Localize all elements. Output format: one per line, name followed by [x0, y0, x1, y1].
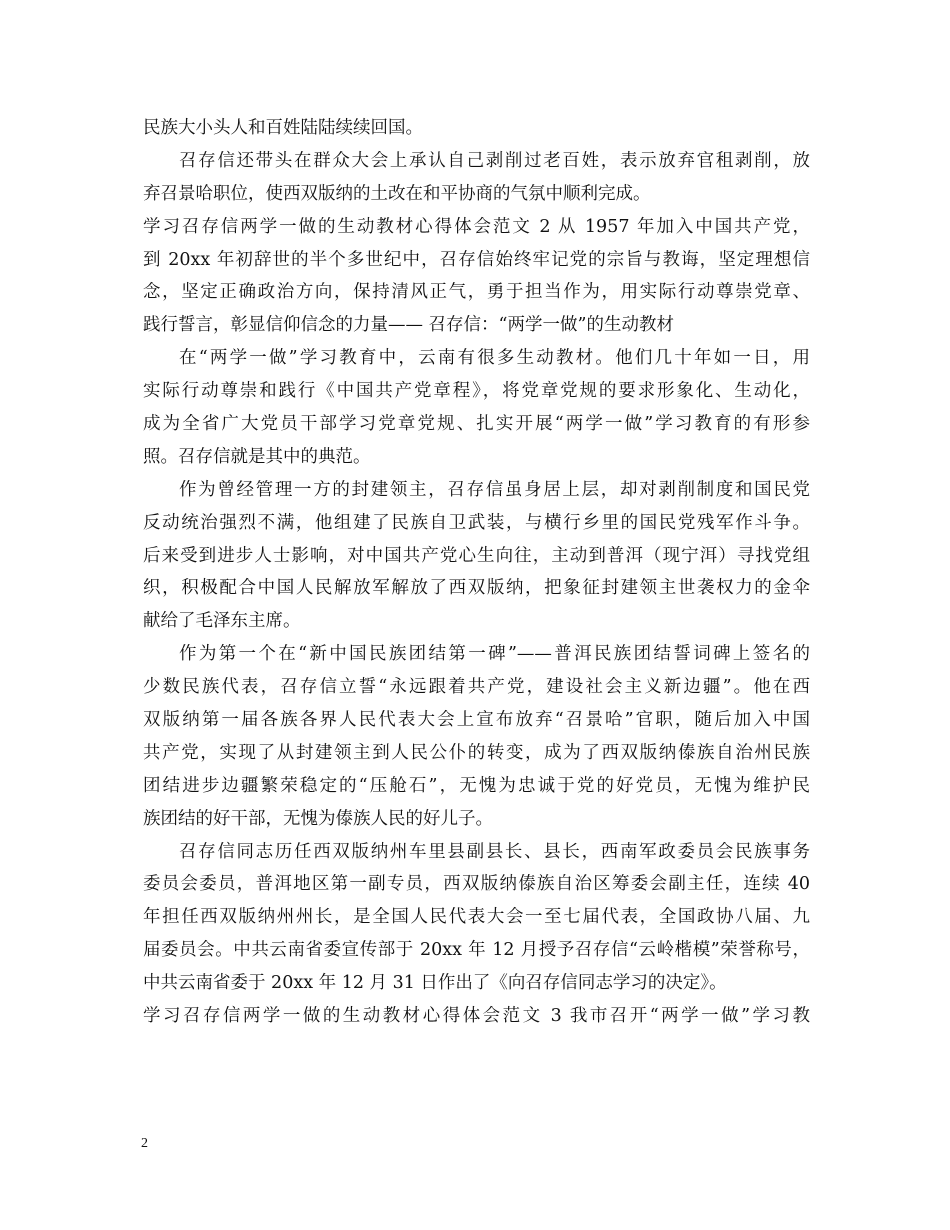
- page-number: 2: [141, 1136, 148, 1151]
- paragraph-first-line: 召存信还带头在群众大会上承认自己剥削过老百姓，表示放弃官租剥削，放: [179, 150, 810, 171]
- text-line: 年担任西双版纳州州长，是全国人民代表大会一至七届代表，全国政协八届、九: [143, 907, 810, 928]
- text-line: 届委员会。中共云南省委宣传部于 20xx 年 12 月授予召存信“云岭楷模”荣誉称号，: [143, 940, 810, 961]
- text-line: 民族大小头人和百姓陆陆续续回国。: [143, 118, 423, 138]
- text-line: 念，坚定正确政治方向，保持清风正气，勇于担当作为，用实际行动尊崇党章、: [143, 282, 810, 303]
- paragraph-first-line: 作为第一个在“新中国民族团结第一碑”——普洱民族团结誓词碑上签名的: [179, 644, 810, 665]
- paragraph-first-line: 在“两学一做”学习教育中，云南有很多生动教材。他们几十年如一日，用: [179, 348, 810, 369]
- text-line: 成为全省广大党员干部学习党章党规、扎实开展“两学一做”学习教育的有形参: [143, 414, 810, 435]
- text-line: 共产党，实现了从封建领主到人民公仆的转变，成为了西双版纳傣族自治州民族: [143, 742, 810, 763]
- paragraph-first-line: 召存信同志历任西双版纳州车里县副县长、县长，西南军政委员会民族事务: [179, 841, 810, 862]
- section-heading-line: 学习召存信两学一做的生动教材心得体会范文 3 我市召开“两学一做”学习教: [143, 1006, 810, 1027]
- text-line: 践行誓言，彰显信仰信念的力量—— 召存信：“两学一做”的生动教材: [143, 315, 674, 336]
- text-line: 献给了毛泽东主席。: [143, 611, 301, 632]
- text-line: 委员会委员，普洱地区第一副专员，西双版纳傣族自治区筹委会副主任，连续 40: [143, 874, 810, 895]
- text-line: 后来受到进步人士影响，对中国共产党心生向往，主动到普洱（现宁洱）寻找党组: [143, 545, 810, 566]
- text-line: 照。召存信就是其中的典范。: [143, 446, 371, 467]
- text-line: 团结进步边疆繁荣稳定的“压舱石”，无愧为忠诚于党的好党员，无愧为维护民: [143, 775, 810, 796]
- text-line: 双版纳第一届各族各界人民代表大会上宣布放弃“召景哈”官职，随后加入中国: [143, 710, 810, 731]
- text-line: 少数民族代表，召存信立誓“永远跟着共产党，建设社会主义新边疆”。他在西: [143, 677, 810, 698]
- text-line: 到 20xx 年初辞世的半个多世纪中，召存信始终牢记党的宗旨与教诲，坚定理想信: [143, 249, 810, 270]
- section-heading-line: 学习召存信两学一做的生动教材心得体会范文 2 从 1957 年加入中国共产党，: [143, 216, 810, 237]
- text-line: 反动统治强烈不满，他组建了民族自卫武装，与横行乡里的国民党残军作斗争。: [143, 512, 810, 533]
- text-line: 族团结的好干部，无愧为傣族人民的好儿子。: [143, 808, 493, 829]
- text-line: 实际行动尊崇和践行《中国共产党章程》，将党章党规的要求形象化、生动化，: [143, 381, 810, 402]
- text-line: 织，积极配合中国人民解放军解放了西双版纳，把象征封建领主世袭权力的金伞: [143, 578, 810, 599]
- paragraph-first-line: 作为曾经管理一方的封建领主，召存信虽身居上层，却对剥削制度和国民党: [179, 479, 810, 500]
- text-line: 中共云南省委于 20xx 年 12 月 31 日作出了《向召存信同志学习的决定》。: [143, 973, 727, 994]
- text-line: 弃召景哈职位，使西双版纳的土改在和平协商的气氛中顺利完成。: [143, 183, 651, 204]
- document-body: [143, 112, 810, 1033]
